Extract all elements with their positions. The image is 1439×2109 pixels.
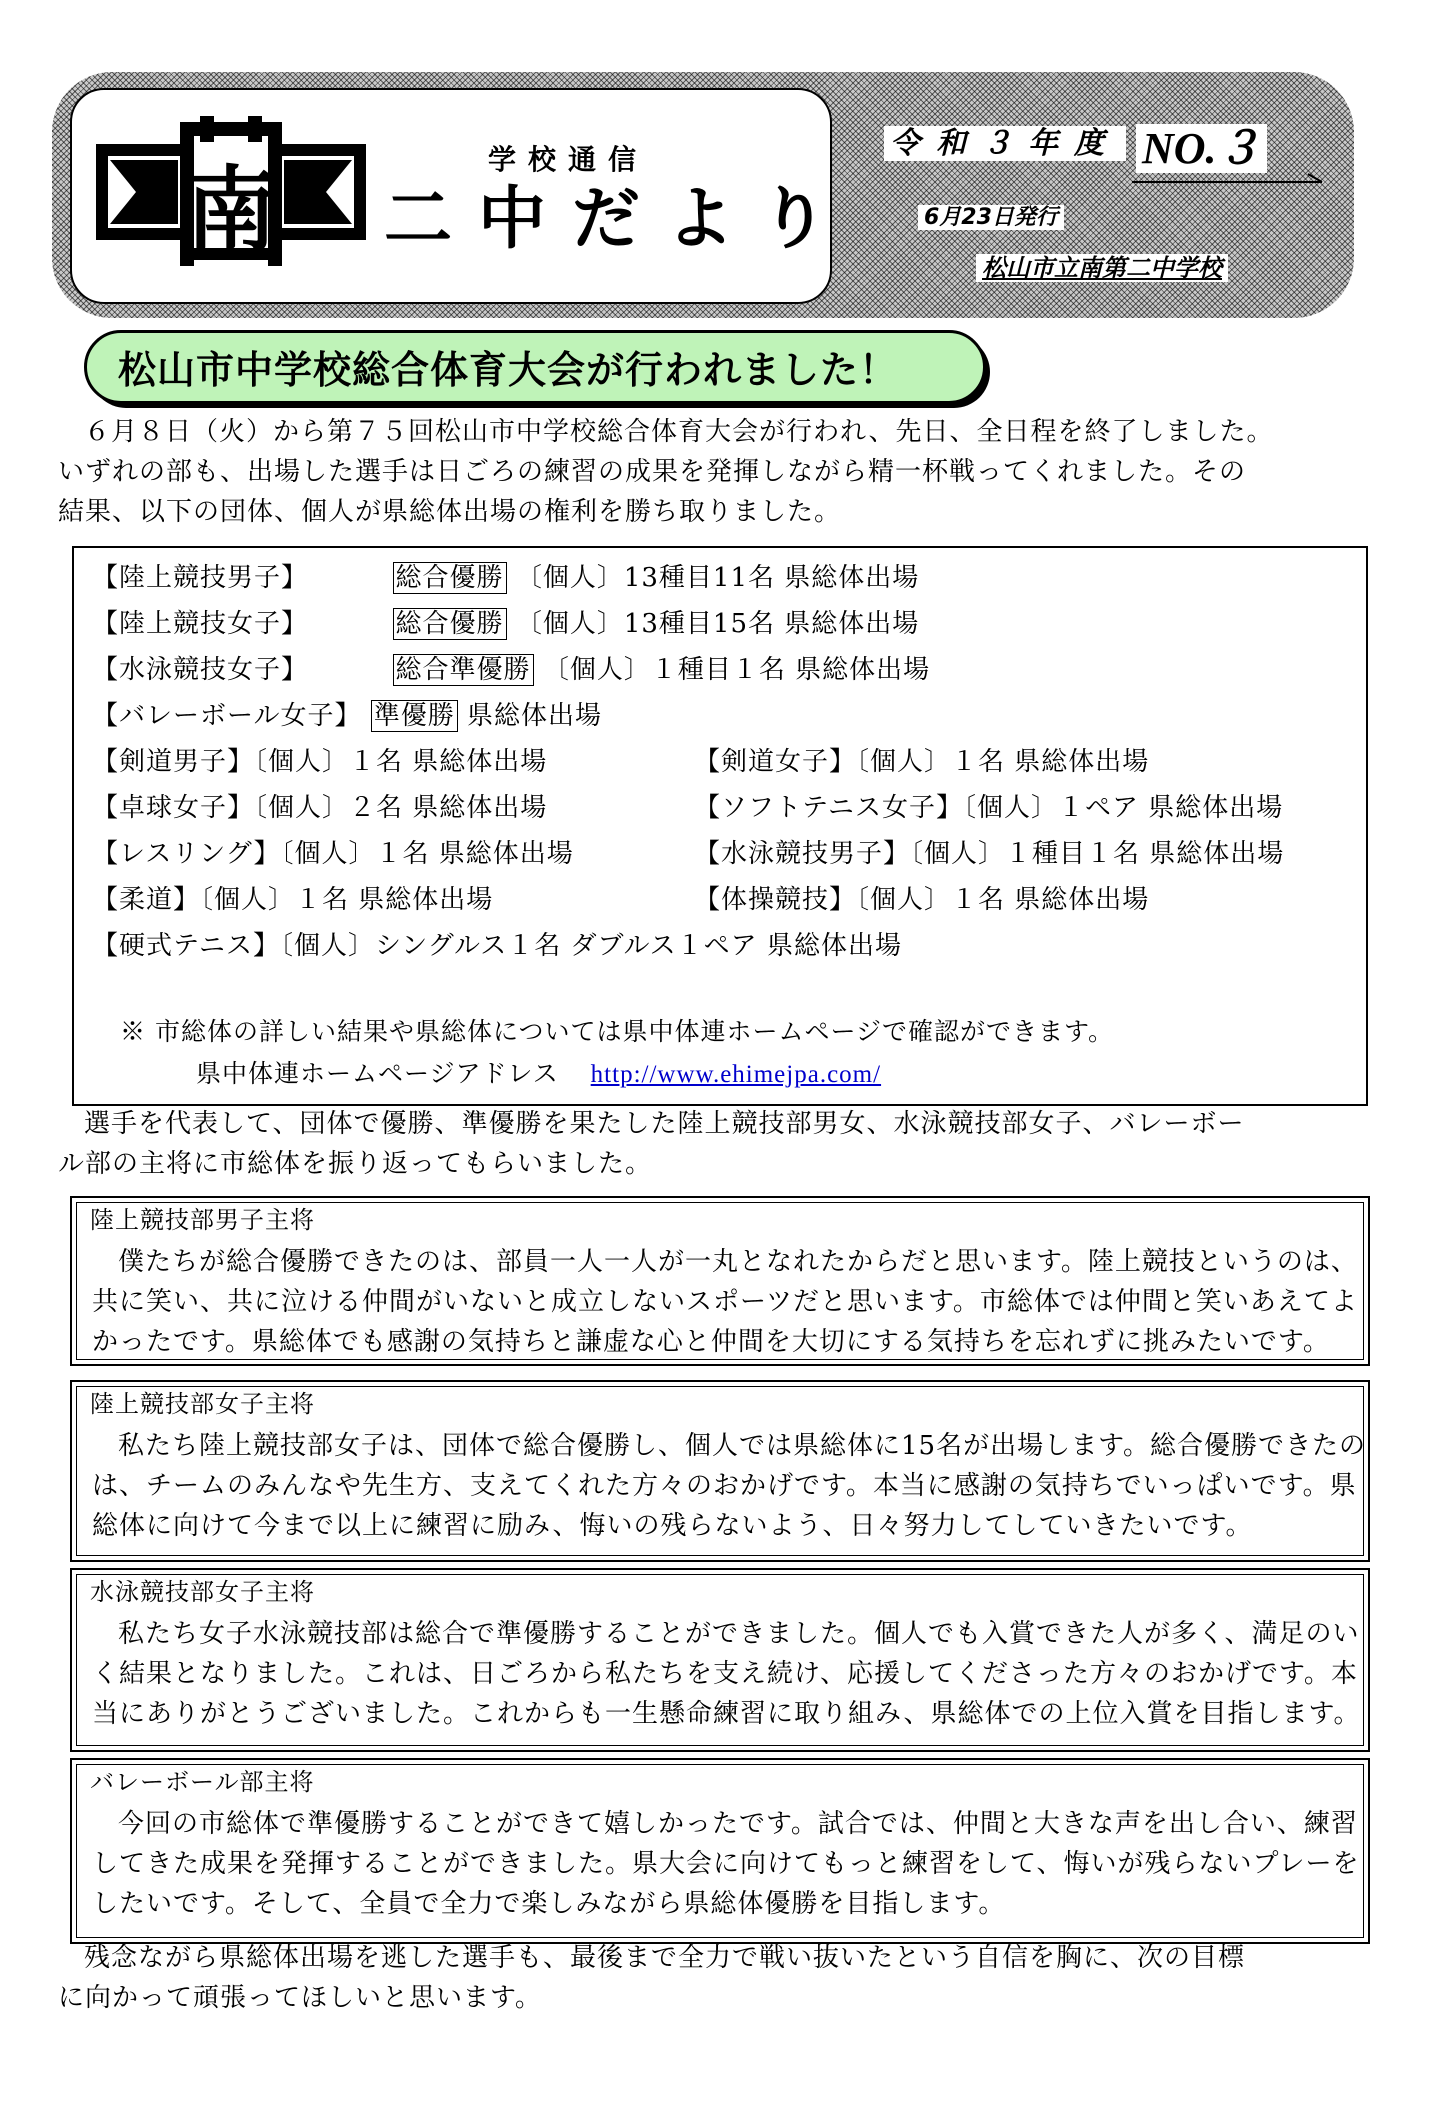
issue-date-text: 6月23日発行: [918, 205, 1064, 230]
captain-comment-line: したいです。そして、全員で全力で楽しみながら県総体優勝を目指します。: [92, 1889, 1006, 1919]
result-award: 準優勝: [371, 700, 458, 732]
address-label: 県中体連ホームページアドレス: [196, 1059, 559, 1088]
result-row: 【卓球女子】〔個人〕２名 県総体出場: [92, 793, 548, 823]
result-team: 【陸上競技男子】: [92, 563, 309, 593]
issue-date: [918, 200, 1064, 231]
newsletter-title: 二中だより: [384, 180, 855, 259]
result-award: 総合準優勝: [393, 654, 534, 686]
result-award: 総合優勝: [393, 608, 507, 640]
captain-comment-line: く結果となりました。これは、日ごろから私たちを支え続け、応援してくださった方々のおかげです。本: [92, 1659, 1358, 1689]
captain-comment-line: 今回の市総体で準優勝することができて嬉しかったです。試合では、仲間と大きな声を出し合い、練習: [118, 1809, 1358, 1839]
logo-character: 南: [184, 157, 278, 264]
captain-comment-line: してきた成果を発揮することができました。県大会に向けてもっと練習をして、悔いが残らないプレーを: [92, 1849, 1360, 1879]
school-name: [976, 248, 1228, 283]
result-row: 【柔道】〔個人〕１名 県総体出場: [92, 885, 494, 915]
result-row: [92, 650, 930, 690]
result-row: 【ソフトテニス女子】〔個人〕１ペア 県総体出場: [694, 793, 1284, 823]
result-row: 【水泳競技男子】〔個人〕１種目１名 県総体出場: [694, 839, 1285, 869]
results-note: ※ 市総体の詳しい結果や県総体については県中体連ホームページで確認ができます。: [120, 1017, 1114, 1046]
result-detail: 〔個人〕１種目１名 県総体出場: [542, 655, 931, 685]
result-row: 【体操競技】〔個人〕１名 県総体出場: [694, 885, 1150, 915]
result-row: 【レスリング】〔個人〕１名 県総体出場: [92, 839, 574, 869]
issue-number-text: NO.３: [1136, 124, 1267, 173]
captain-title: 陸上競技部男子主将: [90, 1206, 315, 1234]
captain-comment-box: [70, 1758, 1370, 1944]
captain-comment-box: [70, 1568, 1370, 1752]
closing-line: に向かって頑張ってほしいと思います。: [58, 1983, 542, 2013]
intro-line: ６月８日（火）から第７５回松山市中学校総合体育大会が行われ、先日、全日程を終了しました。: [84, 417, 1274, 447]
captain-title: 水泳競技部女子主将: [90, 1578, 315, 1606]
captain-comment: [92, 1804, 1359, 1924]
result-row: [92, 696, 602, 736]
captain-comment: [92, 1426, 1366, 1546]
captain-comment: [92, 1242, 1358, 1362]
intro-paragraph: [58, 412, 1274, 532]
issue-number: [1136, 112, 1267, 176]
captain-comment-box: [70, 1380, 1370, 1562]
result-award: 総合優勝: [393, 562, 507, 594]
captain-comment: [92, 1614, 1360, 1734]
result-team: 【水泳競技女子】: [92, 655, 309, 685]
result-row: 【剣道女子】〔個人〕１名 県総体出場: [694, 747, 1150, 777]
result-detail: 〔個人〕13種目11名 県総体出場: [515, 563, 920, 593]
association-website-link[interactable]: http://www.ehimejpa.com/: [590, 1061, 882, 1088]
intro-line: 結果、以下の団体、個人が県総体出場の権利を勝ち取りました。: [58, 497, 842, 527]
school-logo: [96, 116, 366, 266]
captain-comment-line: かったです。県総体でも感謝の気持ちと謙虚な心と仲間を大切にする気持ちを忘れずに挑みたいです。: [92, 1327, 1330, 1357]
issue-year: [884, 118, 1126, 162]
captain-comment-box: [70, 1196, 1370, 1366]
result-team: 【バレーボール女子】: [92, 701, 362, 731]
captain-intro-paragraph: [58, 1104, 1244, 1184]
closing-paragraph: [58, 1938, 1245, 2018]
results-address: [196, 1054, 881, 1095]
result-row: 【剣道男子】〔個人〕１名 県総体出場: [92, 747, 548, 777]
newsletter-label: 学校通信: [488, 143, 649, 176]
captain-intro-line: 選手を代表して、団体で優勝、準優勝を果たした陸上競技部男女、水泳競技部女子、バレーボー: [84, 1109, 1245, 1139]
results-box: [72, 546, 1368, 1106]
captain-comment-line: 私たち陸上競技部女子は、団体で総合優勝し、個人では県総体に15名が出場します。総合優勝できたの: [118, 1431, 1367, 1461]
intro-line: いずれの部も、出場した選手は日ごろの練習の成果を発揮しながら精一杯戦ってくれました。その: [58, 457, 1247, 487]
captain-comment-line: は、チームのみんなや先生方、支えてくれた方々のおかげです。本当に感謝の気持ちでいっぱいです。県: [92, 1471, 1357, 1501]
result-row: [92, 604, 919, 644]
school-name-text: 松山市立南第二中学校: [976, 254, 1228, 282]
headline: 松山市中学校総合体育大会が行われました！: [118, 348, 899, 392]
result-row: 【硬式テニス】〔個人〕シングルス１名 ダブルス１ペア 県総体出場: [92, 931, 902, 961]
captain-comment-line: 僕たちが総合優勝できたのは、部員一人一人が一丸となれたからだと思います。陸上競技というのは、: [118, 1247, 1358, 1277]
issue-underline: [1132, 172, 1324, 186]
result-team: 【陸上競技女子】: [92, 609, 309, 639]
captain-comment-line: 当にありがとうございました。これからも一生懸命練習に取り組み、県総体での上位入賞を目指します。: [92, 1699, 1361, 1729]
captain-intro-line: ル部の主将に市総体を振り返ってもらいました。: [58, 1149, 653, 1179]
result-row: [92, 558, 919, 598]
captain-title: 陸上競技部女子主将: [90, 1390, 315, 1418]
issue-year-text: 令和３年度: [884, 126, 1126, 161]
captain-comment-line: 総体に向けて今まで以上に練習に励み、悔いの残らないよう、日々努力してしていきたいです。: [92, 1511, 1253, 1541]
closing-line: 残念ながら県総体出場を逃した選手も、最後まで全力で戦い抜いたという自信を胸に、次の目標: [84, 1943, 1246, 1973]
result-detail: 県総体出場: [467, 701, 603, 731]
captain-title: バレーボール部主将: [90, 1768, 315, 1796]
result-detail: 〔個人〕13種目15名 県総体出場: [515, 609, 920, 639]
captain-comment-line: 共に笑い、共に泣ける仲間がいないと成立しないスポーツだと思います。市総体では仲間と笑いあえてよ: [92, 1287, 1358, 1317]
captain-comment-line: 私たち女子水泳競技部は総合で準優勝することができました。個人でも入賞できた人が多く、満足のい: [118, 1619, 1360, 1649]
